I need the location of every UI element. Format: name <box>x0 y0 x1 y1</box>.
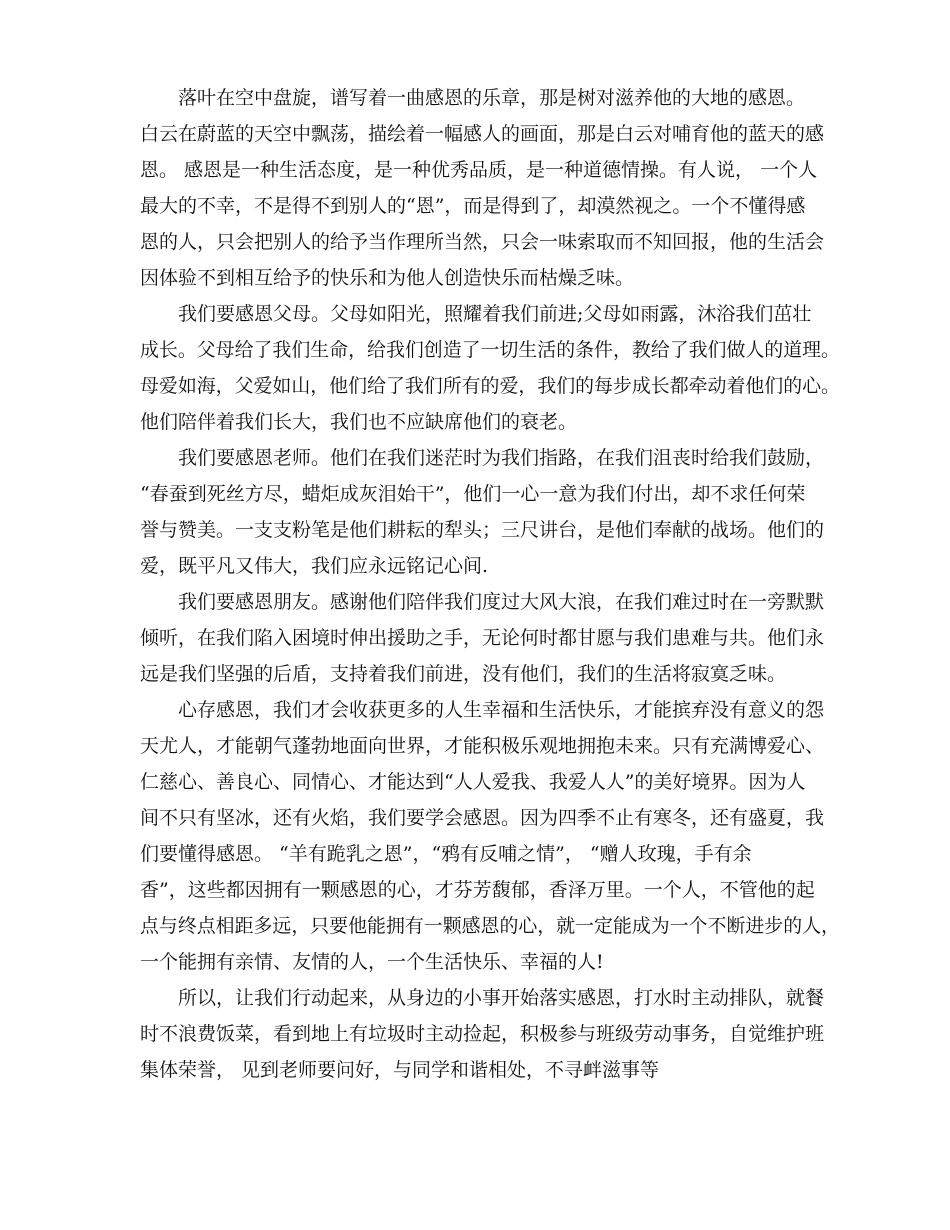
text-line: 们要懂得感恩。 “羊有跪乳之恩”，“鸦有反哺之情”， “赠人玫瑰，手有余 <box>140 843 752 865</box>
text-line: 集体荣誉， 见到老师要问好，与同学和谐相处，不寻衅滋事等 <box>140 1059 660 1081</box>
text-line: “春蚕到死丝方尽，蜡炬成灰泪始干”，他们一心一意为我们付出，却不求任何荣 <box>140 483 806 505</box>
text-line: 白云在蔚蓝的天空中飘荡，描绘着一幅感人的画面，那是白云对哺育他的蓝天的感 <box>140 123 825 145</box>
text-line: 仁慈心、善良心、同情心、才能达到“人人爱我、我爱人人”的美好境界。因为人 <box>140 771 806 793</box>
text-line: 远是我们坚强的后盾，支持着我们前进，没有他们，我们的生活将寂寞乏味。 <box>140 663 787 685</box>
text-line: 落叶在空中盘旋，谱写着一曲感恩的乐章，那是树对滋养他的大地的感恩。 <box>140 87 806 109</box>
text-line: 所以，让我们行动起来，从身边的小事开始落实感恩，打水时主动排队，就餐 <box>140 987 825 1009</box>
text-line: 香”，这些都因拥有一颗感恩的心，才芬芳馥郁，香泽万里。一个人，不管他的起 <box>140 879 815 901</box>
text-line: 誉与赞美。一支支粉笔是他们耕耘的犁头；三尺讲台，是他们奉献的战场。他们的 <box>140 519 825 541</box>
text-line: 心存感恩，我们才会收获更多的人生幸福和生活快乐，才能摈弃没有意义的怨 <box>140 699 825 721</box>
text-line: 最大的不幸，不是得不到别人的“恩”，而是得到了，却漠然视之。一个不懂得感 <box>140 195 806 217</box>
text-line: 他们陪伴着我们长大，我们也不应缺席他们的衰老。 <box>140 411 578 433</box>
text-line: 恩的人，只会把别人的给予当作理所当然，只会一味索取而不知回报，他的生活会 <box>140 231 825 253</box>
text-line: 倾听，在我们陷入困境时伸出援助之手，无论何时都甘愿与我们患难与共。他们永 <box>140 627 825 649</box>
text-line: 我们要感恩父母。父母如阳光，照耀着我们前进;父母如雨露，沐浴我们茁壮 <box>140 303 812 325</box>
text-line: 恩。 感恩是一种生活态度，是一种优秀品质，是一种道德情操。有人说， 一个人 <box>140 159 818 181</box>
text-line: 成长。父母给了我们生命，给我们创造了一切生活的条件，教给了我们做人的道理。 <box>140 339 840 361</box>
text-line: 因体验不到相互给予的快乐和为他人创造快乐而枯燥乏味。 <box>140 267 635 289</box>
text-line: 时不浪费饭菜，看到地上有垃圾时主动捡起，积极参与班级劳动事务，自觉维护班 <box>140 1023 825 1045</box>
text-line: 一个能拥有亲情、友情的人，一个生活快乐、幸福的人! <box>140 951 604 973</box>
text-line: 我们要感恩老师。他们在我们迷茫时为我们指路，在我们沮丧时给我们鼓励， <box>140 447 825 469</box>
text-line: 点与终点相距多远，只要他能拥有一颗感恩的心，就一定能成为一个不断进步的人， <box>140 915 840 937</box>
text-line: 天尤人，才能朝气蓬勃地面向世界，才能积极乐观地拥抱未来。只有充满博爱心、 <box>140 735 825 757</box>
text-line: 母爱如海，父爱如山，他们给了我们所有的爱，我们的每步成长都牵动着他们的心。 <box>140 375 840 397</box>
text-line: 我们要感恩朋友。感谢他们陪伴我们度过大风大浪，在我们难过时在一旁默默 <box>140 591 825 613</box>
text-line: 爱，既平凡又伟大，我们应永远铭记心间. <box>140 555 489 577</box>
text-line: 间不只有坚冰，还有火焰，我们要学会感恩。因为四季不止有寒冬，还有盛夏，我 <box>140 807 825 829</box>
